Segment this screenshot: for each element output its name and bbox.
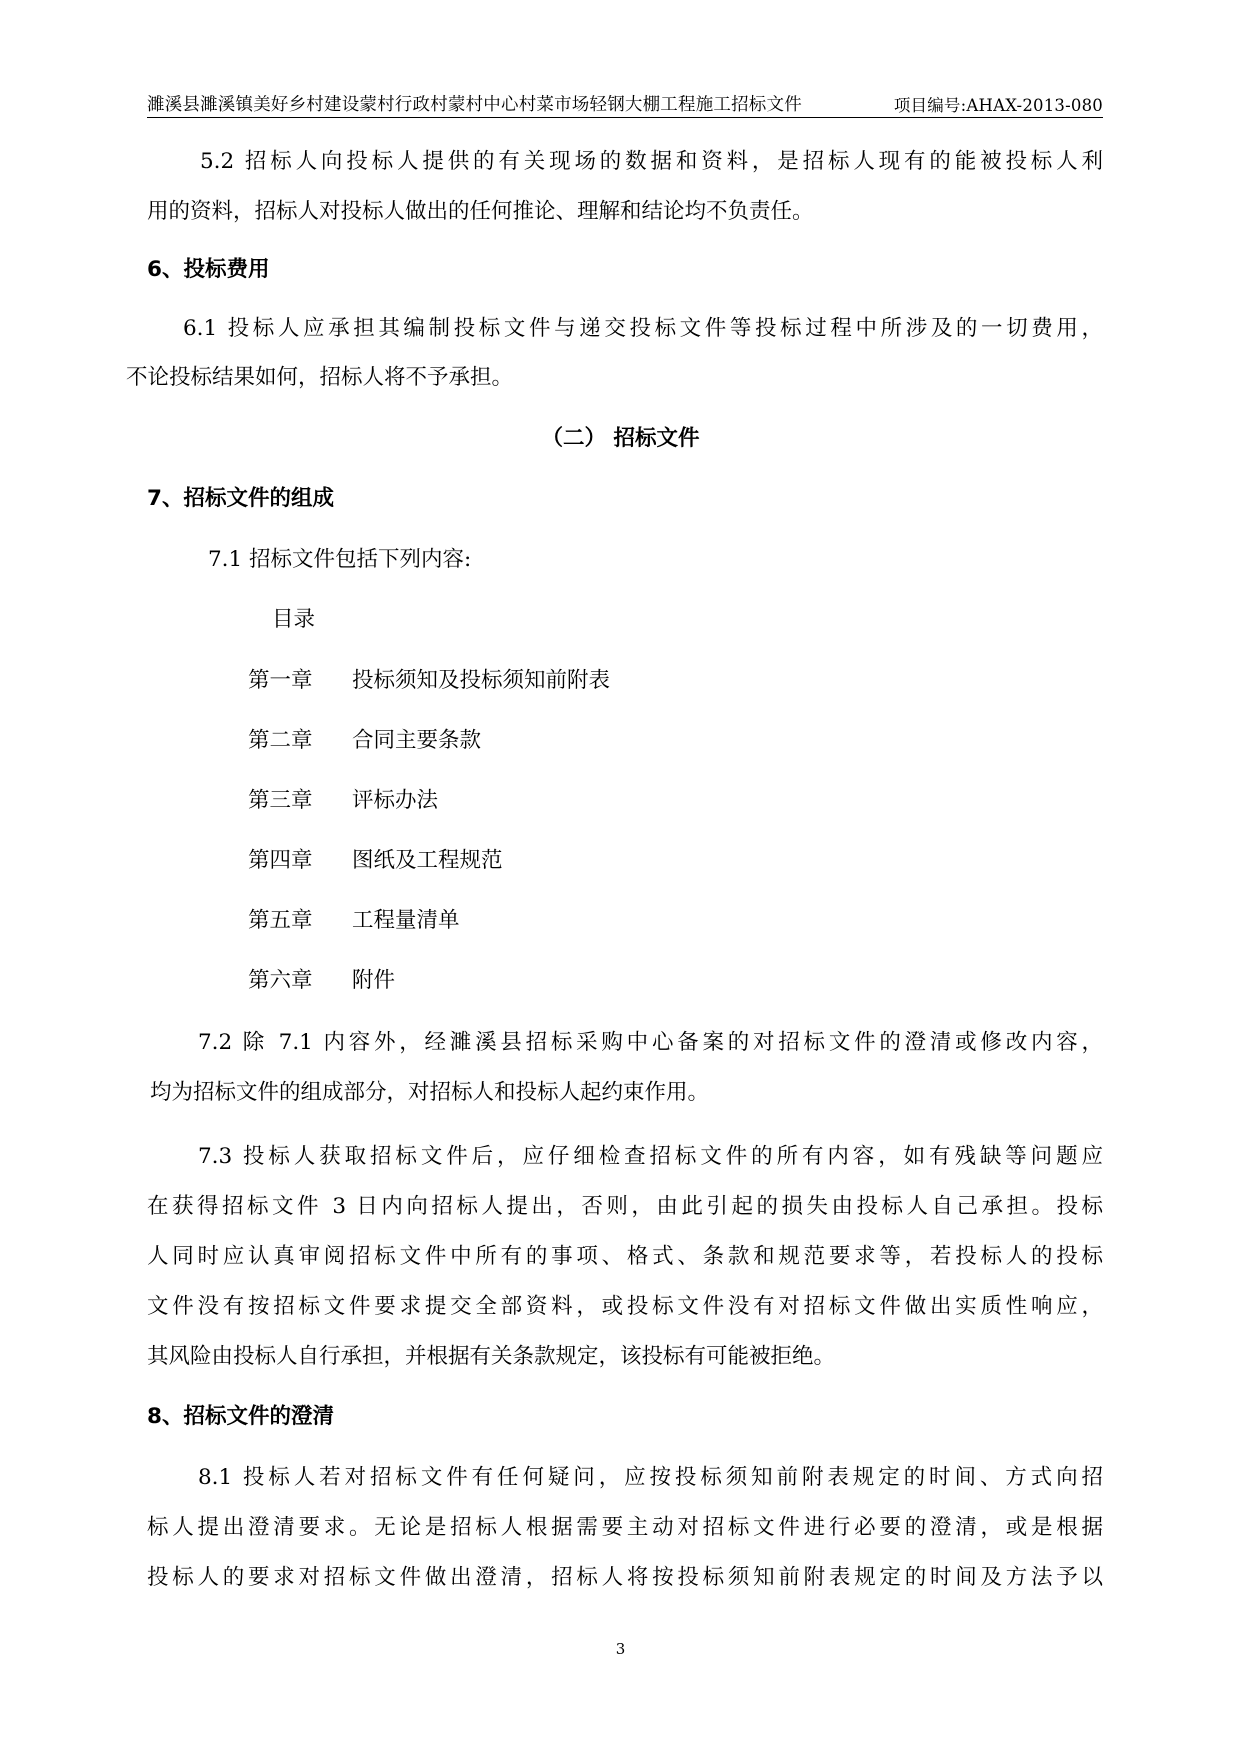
toc-chapter-title: 图纸及工程规范: [352, 848, 503, 873]
paragraph-8-1-line-3: 投标人的要求对招标文件做出澄清，招标人将按投标须知前附表规定的时间及方法予以: [147, 1565, 1103, 1590]
toc-chapter-number: 第五章: [248, 908, 313, 933]
heading-7: 7、招标文件的组成: [147, 486, 334, 511]
toc-chapter-number: 第六章: [248, 968, 313, 993]
toc-chapter-number: 第一章: [248, 668, 313, 693]
header-project-number: 项目编号:AHAX-2013-080: [893, 96, 1103, 115]
paragraph-7-2-line-1: 7.2 除 7.1 内容外，经濉溪县招标采购中心备案的对招标文件的澄清或修改内容，: [198, 1030, 1103, 1055]
toc-item: [248, 776, 438, 826]
paragraph-7-1: 7.1 招标文件包括下列内容:: [208, 547, 472, 572]
toc-item: [248, 716, 481, 766]
toc-item: [248, 956, 395, 1006]
paragraph-8-1-line-2: 标人提出澄清要求。无论是招标人根据需要主动对招标文件进行必要的澄清，或是根据: [147, 1515, 1103, 1540]
toc-chapter-title: 附件: [352, 968, 396, 993]
toc-chapter-title: 合同主要条款: [352, 728, 482, 753]
toc-item: [248, 896, 460, 946]
toc-item: [248, 656, 610, 706]
toc-chapter-title: 工程量清单: [352, 908, 460, 933]
toc-chapter-number: 第四章: [248, 848, 313, 873]
paragraph-5-2-line-2: 用的资料，招标人对投标人做出的任何推论、理解和结论均不负责任。: [147, 199, 814, 224]
paragraph-7-3-line-1: 7.3 投标人获取招标文件后，应仔细检查招标文件的所有内容，如有残缺等问题应: [198, 1144, 1103, 1169]
header-title: 濉溪县濉溪镇美好乡村建设蒙村行政村蒙村中心村菜市场轻钢大棚工程施工招标文件: [147, 95, 802, 115]
page-number: 3: [615, 1640, 626, 1658]
header-rule: [147, 117, 1103, 118]
paragraph-8-1-line-1: 8.1 投标人若对招标文件有任何疑问，应按投标须知前附表规定的时间、方式向招: [198, 1465, 1103, 1490]
toc-chapter-number: 第三章: [248, 788, 313, 813]
paragraph-7-2-line-2: 均为招标文件的组成部分，对招标人和投标人起约束作用。: [150, 1080, 710, 1105]
paragraph-7-3-line-5: 其风险由投标人自行承担，并根据有关条款规定，该投标有可能被拒绝。: [147, 1344, 836, 1369]
section-title: （二） 招标文件: [541, 426, 700, 451]
paragraph-7-3-line-3: 人同时应认真审阅招标文件中所有的事项、格式、条款和规范要求等，若投标人的投标: [147, 1244, 1103, 1269]
paragraph-6-1-line-1: 6.1 投标人应承担其编制投标文件与递交投标文件等投标过程中所涉及的一切费用，: [183, 316, 1103, 341]
toc-chapter-number: 第二章: [248, 728, 313, 753]
running-header: [147, 86, 1103, 116]
toc-title: 目录: [272, 607, 316, 632]
paragraph-6-1-line-2: 不论投标结果如何，招标人将不予承担。: [126, 365, 514, 390]
paragraph-7-3-line-2: 在获得招标文件 3 日内向招标人提出，否则，由此引起的损失由投标人自己承担。投标: [147, 1194, 1103, 1219]
paragraph-7-3-line-4: 文件没有按招标文件要求提交全部资料，或投标文件没有对招标文件做出实质性响应，: [147, 1294, 1103, 1319]
toc-chapter-title: 评标办法: [352, 788, 439, 813]
paragraph-5-2-line-1: 5.2 招标人向投标人提供的有关现场的数据和资料，是招标人现有的能被投标人利: [200, 149, 1103, 174]
heading-8: 8、招标文件的澄清: [147, 1404, 334, 1429]
toc-chapter-title: 投标须知及投标须知前附表: [352, 668, 611, 693]
toc-item: [248, 836, 503, 886]
heading-6: 6、投标费用: [147, 257, 270, 282]
